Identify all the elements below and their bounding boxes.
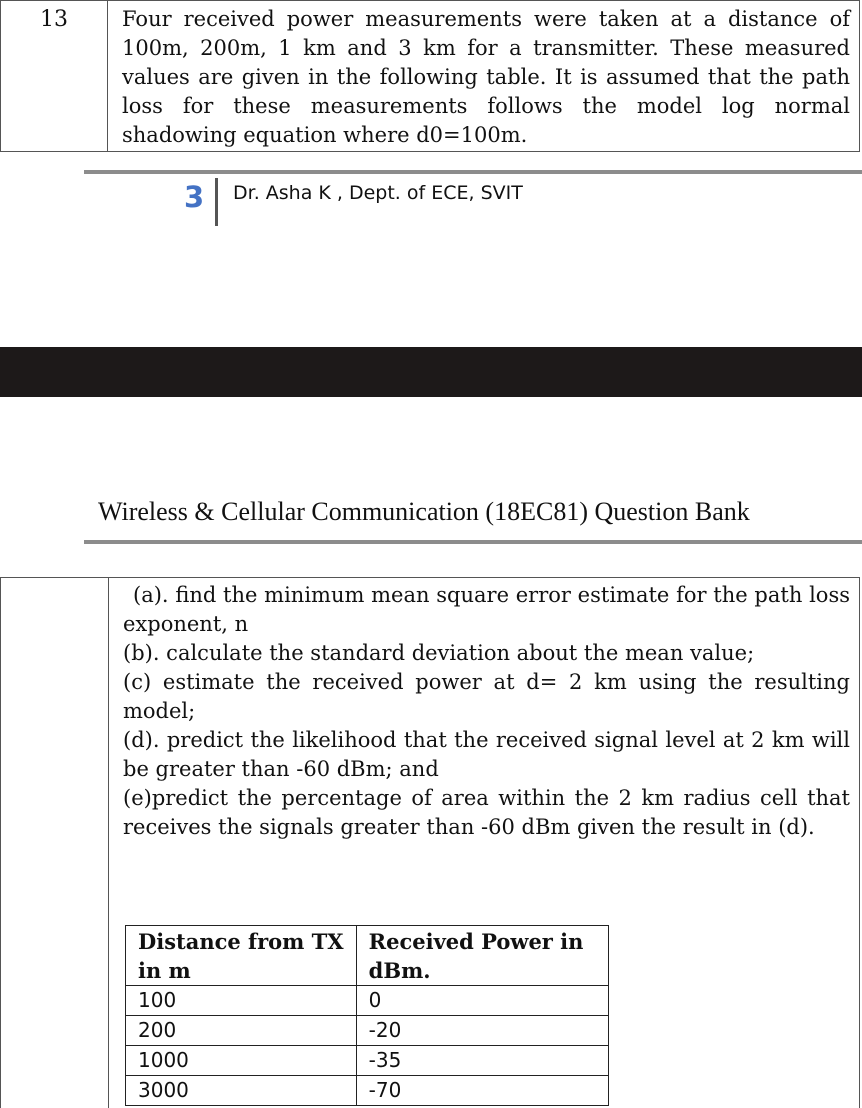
header-rule xyxy=(84,540,862,544)
cell-power: -70 xyxy=(356,1076,608,1106)
question-intro: Four received power measurements were taken at a distance of 100m, 200m, 1 km and 3 km for a transmitter. These measured values are given in the following table. It is assumed that the path loss for these measurements follows the model log normal shadowing equation where d0=100m. xyxy=(122,7,850,147)
part-b: (b). calculate the standard deviation about the mean value; xyxy=(123,641,755,665)
footer-author: Dr. Asha K , Dept. of ECE, SVIT xyxy=(233,182,523,204)
question-row-top xyxy=(0,0,860,152)
measurements-table xyxy=(125,925,609,1106)
table-row xyxy=(126,986,609,1016)
footer-divider xyxy=(215,178,218,226)
header-distance: Distance from TX in m xyxy=(126,926,357,986)
page-break xyxy=(0,347,862,397)
table-header-row xyxy=(126,926,609,986)
cell-distance: 3000 xyxy=(126,1076,357,1106)
footer-rule xyxy=(84,170,862,174)
header-power: Received Power in dBm. xyxy=(356,926,608,986)
question-parts xyxy=(123,581,850,842)
part-e: (e)predict the percentage of area within the 2 km radius cell that receives the signals greater than -60 dBm given the result in (d). xyxy=(123,786,850,839)
header-title: Wireless & Cellular Communication (18EC81) Question Bank xyxy=(98,497,750,526)
cell-distance: 200 xyxy=(126,1016,357,1046)
cell-power: -20 xyxy=(356,1016,608,1046)
cell-power: -35 xyxy=(356,1046,608,1076)
table-border xyxy=(108,578,109,1108)
table-border xyxy=(859,578,860,1108)
question-number: 13 xyxy=(0,1,108,151)
footer-page-number: 3 xyxy=(184,180,205,214)
part-a: (a). find the minimum mean square error estimate for the path loss exponent, n xyxy=(123,583,850,636)
table-border xyxy=(0,578,1,1108)
table-row xyxy=(126,1016,609,1046)
table-row xyxy=(126,1046,609,1076)
table-border xyxy=(859,1,860,151)
cell-distance: 100 xyxy=(126,986,357,1016)
table-row xyxy=(126,1076,609,1106)
part-d: (d). predict the likelihood that the received signal level at 2 km will be greater than -60 dBm; and xyxy=(123,728,850,781)
cell-power: 0 xyxy=(356,986,608,1016)
cell-distance: 1000 xyxy=(126,1046,357,1076)
part-c: (c) estimate the received power at d= 2 km using the resulting model; xyxy=(123,670,850,723)
